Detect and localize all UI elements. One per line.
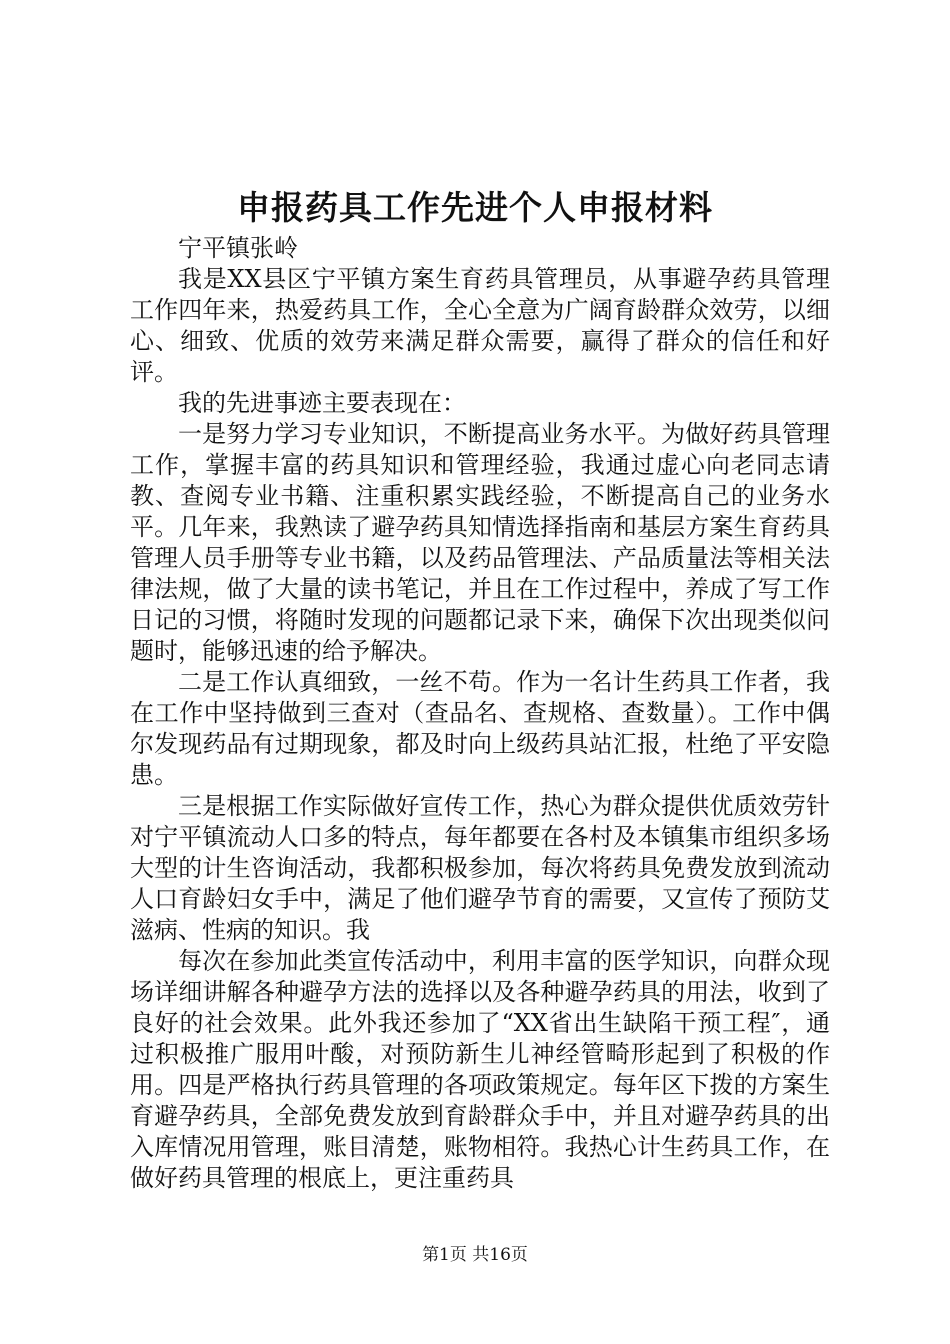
paragraph-study: 一是努力学习专业知识，不断提高业务水平。为做好药具管理工作，掌握丰富的药具知识和管理经验，我通过虚心向老同志请教、查阅专业书籍、注重积累实践经验，不断提高自己的业务水平。几年来，我熟读了避孕药具知情选择指南和基层方案生育药具管理人员手册等专业书籍，以及药品管理法、产品质量法等相关法律法规，做了大量的读书笔记，并且在工作过程中，养成了写工作日记的习惯，将随时发现的问题都记录下来，确保下次出现类似问题时，能够迅速的给予解决。: [130, 420, 830, 665]
paragraph-intro: 我是XX县区宁平镇方案生育药具管理员，从事避孕药具管理工作四年来，热爱药具工作，全心全意为广阔育龄群众效劳，以细心、细致、优质的效劳来满足群众需要，赢得了群众的信任和好评。: [130, 265, 830, 386]
paragraph-diligence: 二是工作认真细致，一丝不苟。作为一名计生药具工作者，我在工作中坚持做到三查对（查品名、查规格、查数量）。工作中偶尔发现药品有过期现象，都及时向上级药具站汇报，杜绝了平安隐患。: [130, 668, 830, 789]
document-title: 申报药具工作先进个人申报材料: [237, 188, 713, 227]
paragraph-activities: 每次在参加此类宣传活动中，利用丰富的医学知识，向群众现场详细讲解各种避孕方法的选择以及各种避孕药具的用法，收到了良好的社会效果。此外我还参加了“XX省出生缺陷干预工程″，通过积极推广服用叶酸，对预防新生儿神经管畸形起到了积极的作用。四是严格执行药具管理的各项政策规定。每年区下拨的方案生育避孕药具，全部免费发放到育龄群众手中，并且对避孕药具的出入库情况用管理，账目清楚，账物相符。我热心计生药具工作，在做好药具管理的根底上，更注重药具: [130, 947, 830, 1192]
paragraph-deeds-heading: 我的先进事迹主要表现在：: [178, 389, 466, 417]
paragraph-publicity: 三是根据工作实际做好宣传工作，热心为群众提供优质效劳针对宁平镇流动人口多的特点，每年都要在各村及本镇集市组织多场大型的计生咨询活动，我都积极参加，每次将药具免费发放到流动人口育龄妇女手中，满足了他们避孕节育的需要，又宣传了预防艾滋病、性病的知识。我: [130, 792, 830, 944]
author-line: 宁平镇张岭: [178, 234, 298, 262]
page-number: 第1页 共16页: [422, 1245, 528, 1265]
document-body: [130, 233, 830, 1194]
